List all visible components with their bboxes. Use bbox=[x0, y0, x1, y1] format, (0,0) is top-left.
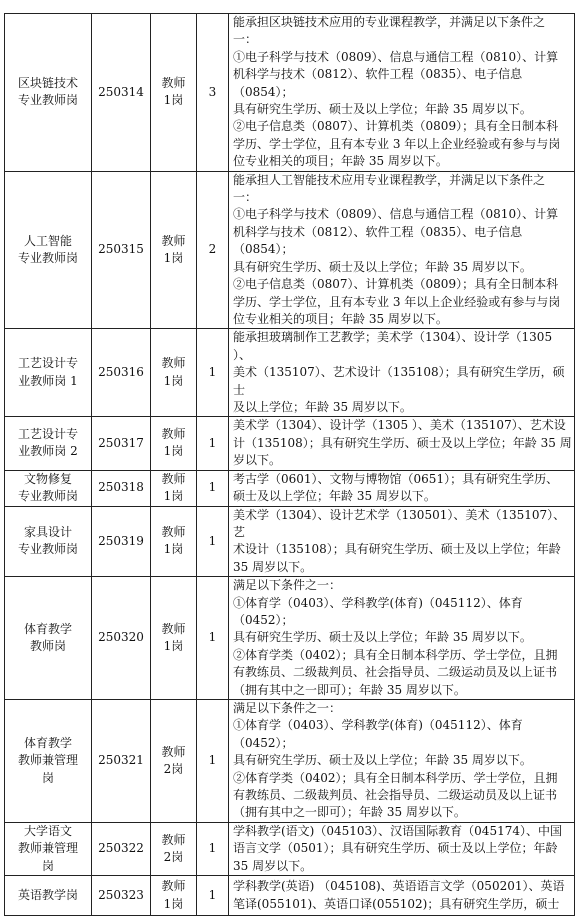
requirement-line: 机科学与技术（0812）、软件工程（0835）、电子信息（0854）； bbox=[233, 67, 523, 99]
requirement-line: 具有研究生学历、硕士及以上学位；年龄 35 周岁以下。 bbox=[233, 102, 532, 117]
requirements-cell bbox=[229, 506, 575, 577]
position-level-cell bbox=[151, 876, 197, 916]
table-row bbox=[5, 417, 575, 470]
position-level-line: 1岗 bbox=[163, 93, 184, 108]
requirement-line: 硕士及以上学位；年龄 35 周岁以下。 bbox=[233, 489, 436, 504]
position-name-line: 工艺设计专 bbox=[17, 427, 78, 442]
requirements-cell bbox=[229, 700, 575, 823]
position-level-line: 1岗 bbox=[163, 896, 184, 911]
requirement-line: 美术学（1304）、设计学（1305 ）、美术（135107）、艺术设 bbox=[233, 418, 566, 433]
position-name-line: 人工智能 bbox=[23, 233, 72, 248]
position-name-cell bbox=[5, 417, 92, 470]
position-code: 250315 bbox=[98, 242, 144, 257]
hiring-count-cell bbox=[197, 171, 229, 329]
requirement-line: ①电子科学与技术（0809）、信息与通信工程（0810）、计算 bbox=[233, 207, 559, 222]
requirement-line: 学历、学士学位，且有本专业 3 年以上企业经验或有参与与岗 bbox=[233, 294, 561, 309]
requirement-line: ①电子科学与技术（0809）、信息与通信工程（0810）、计算 bbox=[233, 49, 559, 64]
requirement-line: ①体育学（0403）、学科教学(体育)（045112）、体育（0452）； bbox=[233, 718, 523, 750]
position-code: 250321 bbox=[98, 753, 144, 768]
position-level-line: 1岗 bbox=[163, 373, 184, 388]
table-row bbox=[5, 470, 575, 506]
requirement-line: 计（135108）；具有研究生学历、硕士及以上学位；年龄 35 周 bbox=[233, 435, 572, 450]
position-name-cell bbox=[5, 470, 92, 506]
position-level-cell bbox=[151, 171, 197, 329]
position-code-cell bbox=[92, 822, 151, 875]
table-row bbox=[5, 700, 575, 823]
requirement-line: 一： bbox=[233, 32, 258, 47]
table-row bbox=[5, 876, 575, 916]
hiring-count-cell bbox=[197, 470, 229, 506]
hiring-count-cell bbox=[197, 876, 229, 916]
requirement-line: 有教练员、二级裁判员、社会指导员、二级运动员及以上证书 bbox=[233, 788, 558, 803]
position-name-line: 专业教师岗 bbox=[17, 489, 78, 504]
position-name-line: 专业教师岗 bbox=[17, 542, 78, 557]
requirement-line: 学历、学士学位，且有本专业 3 年以上企业经验或有参与与岗 bbox=[233, 136, 561, 151]
hiring-count: 1 bbox=[208, 841, 217, 856]
requirement-line: 满足以下条件之一： bbox=[233, 578, 342, 593]
hiring-count: 1 bbox=[208, 480, 217, 495]
table-row bbox=[5, 329, 575, 417]
requirements-cell bbox=[229, 417, 575, 470]
requirement-line: （拥有其中之一即可）；年龄 35 周岁以下。 bbox=[233, 682, 466, 697]
hiring-count-cell bbox=[197, 329, 229, 417]
position-name-cell bbox=[5, 171, 92, 329]
position-level-line: 教师 bbox=[161, 879, 186, 894]
requirement-line: 能承担区块链技术应用的专业课程教学，并满足以下条件之 bbox=[233, 15, 546, 29]
table-body bbox=[5, 14, 575, 916]
requirements-cell bbox=[229, 822, 575, 875]
position-name-line: 家具设计 bbox=[23, 524, 72, 539]
requirement-line: 学科教学(语文)（045103）、汉语国际教育（045174）、中国 bbox=[233, 823, 562, 838]
table-row bbox=[5, 171, 575, 329]
hiring-count: 1 bbox=[208, 435, 217, 450]
requirement-line: 有教练员、二级裁判员、社会指导员、二级运动员及以上证书 bbox=[233, 665, 558, 680]
requirement-line: 学科教学(英语) （045108)、英语语言文学（050201）、英语 bbox=[233, 879, 565, 894]
position-level-line: 教师 bbox=[161, 744, 186, 759]
position-name-line: 工艺设计专 bbox=[17, 356, 78, 371]
recruitment-table bbox=[4, 13, 575, 916]
position-name-line: 专业教师岗 bbox=[17, 250, 78, 265]
position-level-cell bbox=[151, 822, 197, 875]
position-level-cell bbox=[151, 417, 197, 470]
requirements-cell bbox=[229, 876, 575, 916]
position-code-cell bbox=[92, 171, 151, 329]
position-level-cell bbox=[151, 506, 197, 577]
position-level-cell bbox=[151, 14, 197, 172]
requirement-line: ②体育学类（0402）；具有全日制本科学历、学士学位，且拥 bbox=[233, 770, 558, 785]
position-name-line: 业教师岗 1 bbox=[18, 373, 78, 388]
hiring-count-cell bbox=[197, 700, 229, 823]
requirement-line: 术设计（135108）；具有研究生学历、硕士及以上学位；年龄 bbox=[233, 542, 561, 557]
hiring-count-cell bbox=[197, 417, 229, 470]
position-level-line: 教师 bbox=[161, 832, 186, 847]
position-name-line: 区块链技术 bbox=[17, 75, 78, 90]
position-name-cell bbox=[5, 506, 92, 577]
position-name-cell bbox=[5, 700, 92, 823]
position-code-cell bbox=[92, 329, 151, 417]
position-code-cell bbox=[92, 700, 151, 823]
requirement-line: 笔译(055101)、英语口译(055102)；具有研究生学历，硕士 bbox=[233, 896, 560, 911]
position-level-line: 1岗 bbox=[163, 639, 184, 654]
requirements-cell bbox=[229, 329, 575, 417]
requirement-line: 考古学（0601）、文物与博物馆（0651）；具有研究生学历、 bbox=[233, 471, 559, 486]
position-code-cell bbox=[92, 876, 151, 916]
requirement-line: 机科学与技术（0812）、软件工程（0835）、电子信息（0854）； bbox=[233, 224, 523, 257]
position-code: 250322 bbox=[98, 841, 144, 856]
position-name-line: 业教师岗 2 bbox=[18, 444, 78, 459]
requirement-line: 位专业相关的项目；年龄 35 周岁以下。 bbox=[233, 154, 448, 169]
position-level-line: 教师 bbox=[161, 524, 186, 539]
requirements-cell bbox=[229, 14, 575, 172]
position-name-line: 教师兼管理 bbox=[17, 841, 78, 856]
position-code-cell bbox=[92, 417, 151, 470]
hiring-count: 1 bbox=[208, 533, 217, 548]
position-name-cell bbox=[5, 577, 92, 700]
hiring-count-cell bbox=[197, 14, 229, 172]
position-name-cell bbox=[5, 14, 92, 172]
position-name-cell bbox=[5, 822, 92, 875]
requirement-line: 能承担玻璃制作工艺教学；美术学（1304）、设计学（1305 ）、 bbox=[233, 330, 553, 362]
requirements-cell bbox=[229, 470, 575, 506]
position-level-line: 2岗 bbox=[163, 849, 184, 864]
requirement-line: 及以上学位；年龄 35 周岁以下。 bbox=[233, 399, 412, 414]
position-code-cell bbox=[92, 506, 151, 577]
requirement-line: 具有研究生学历、硕士及以上学位；年龄 35 周岁以下。 bbox=[233, 630, 532, 645]
requirement-line: （拥有其中之一即可）；年龄 35 周岁以下。 bbox=[233, 805, 466, 820]
table-row bbox=[5, 506, 575, 577]
position-level-line: 教师 bbox=[161, 356, 186, 371]
requirement-line: ②体育学类（0402）；具有全日制本科学历、学士学位，且拥 bbox=[233, 647, 558, 662]
position-code: 250318 bbox=[98, 480, 144, 495]
position-name-line: 体育教学 bbox=[23, 621, 72, 636]
requirement-line: 美术（135107）、艺术设计（135108）；具有研究生学历，硕士 bbox=[233, 365, 565, 397]
hiring-count-cell bbox=[197, 577, 229, 700]
requirement-line: 满足以下条件之一： bbox=[233, 701, 342, 716]
position-name-line: 教师兼管理 bbox=[17, 753, 78, 768]
position-code: 250320 bbox=[98, 630, 144, 645]
requirement-line: 美术学（1304）、设计艺术学（130501）、美术（135107）、艺 bbox=[233, 507, 566, 539]
position-level-line: 1岗 bbox=[163, 444, 184, 459]
hiring-count: 1 bbox=[208, 753, 217, 768]
requirements-cell bbox=[229, 577, 575, 700]
position-name-line: 专业教师岗 bbox=[17, 93, 78, 108]
requirement-line: 具有研究生学历、硕士及以上学位；年龄 35 周岁以下。 bbox=[233, 753, 532, 768]
requirement-line: 35 周岁以下。 bbox=[233, 559, 313, 574]
position-name-line: 岗 bbox=[41, 770, 54, 785]
hiring-count: 2 bbox=[208, 242, 217, 257]
position-name-cell bbox=[5, 876, 92, 916]
table-row bbox=[5, 577, 575, 700]
hiring-count: 3 bbox=[208, 84, 217, 99]
position-level-line: 教师 bbox=[161, 233, 186, 248]
position-name-line: 英语教学岗 bbox=[17, 887, 78, 902]
position-name-line: 大学语文 bbox=[23, 823, 72, 838]
requirement-line: 一： bbox=[233, 190, 258, 205]
hiring-count: 1 bbox=[208, 887, 217, 902]
position-level-line: 1岗 bbox=[163, 542, 184, 557]
position-code: 250317 bbox=[98, 435, 144, 450]
position-level-line: 1岗 bbox=[163, 489, 184, 504]
position-level-cell bbox=[151, 329, 197, 417]
position-code: 250323 bbox=[98, 887, 144, 902]
requirement-line: 岁以下。 bbox=[233, 453, 282, 468]
requirement-line: ②电子信息类（0807）、计算机类（0809）；具有全日制本科 bbox=[233, 119, 559, 134]
position-level-line: 教师 bbox=[161, 75, 186, 90]
position-level-cell bbox=[151, 470, 197, 506]
position-level-cell bbox=[151, 577, 197, 700]
position-code-cell bbox=[92, 470, 151, 506]
position-name-line: 岗 bbox=[41, 858, 54, 873]
position-code: 250316 bbox=[98, 365, 144, 380]
position-name-line: 教师岗 bbox=[29, 639, 66, 654]
requirement-line: 语言文学（0501）；具有研究生学历、硕士及以上学位；年龄 bbox=[233, 841, 558, 856]
hiring-count: 1 bbox=[208, 630, 217, 645]
position-level-line: 教师 bbox=[161, 471, 186, 486]
table-row bbox=[5, 822, 575, 875]
position-name-cell bbox=[5, 329, 92, 417]
position-code: 250319 bbox=[98, 533, 144, 548]
requirement-line: 位专业相关的项目；年龄 35 周岁以下。 bbox=[233, 311, 448, 326]
table-row bbox=[5, 14, 575, 172]
hiring-count-cell bbox=[197, 506, 229, 577]
position-level-line: 教师 bbox=[161, 621, 186, 636]
requirement-line: 能承担人工智能技术应用专业课程教学，并满足以下条件之 bbox=[233, 172, 546, 187]
position-name-line: 体育教学 bbox=[23, 735, 72, 750]
position-code: 250314 bbox=[98, 84, 144, 99]
position-level-line: 2岗 bbox=[163, 761, 184, 776]
position-code-cell bbox=[92, 577, 151, 700]
position-code-cell bbox=[92, 14, 151, 172]
hiring-count: 1 bbox=[208, 365, 217, 380]
position-name-line: 文物修复 bbox=[23, 471, 72, 486]
position-level-line: 1岗 bbox=[163, 250, 184, 265]
requirement-line: ②电子信息类（0807）、计算机类（0809）；具有全日制本科 bbox=[233, 277, 559, 292]
position-level-cell bbox=[151, 700, 197, 823]
requirements-cell bbox=[229, 171, 575, 329]
requirement-line: 具有研究生学历、硕士及以上学位；年龄 35 周岁以下。 bbox=[233, 259, 532, 274]
position-level-line: 教师 bbox=[161, 427, 186, 442]
hiring-count-cell bbox=[197, 822, 229, 875]
requirement-line: 35 周岁以下。 bbox=[233, 858, 313, 873]
requirement-line: ①体育学（0403）、学科教学(体育)（045112）、体育（0452）； bbox=[233, 595, 523, 627]
